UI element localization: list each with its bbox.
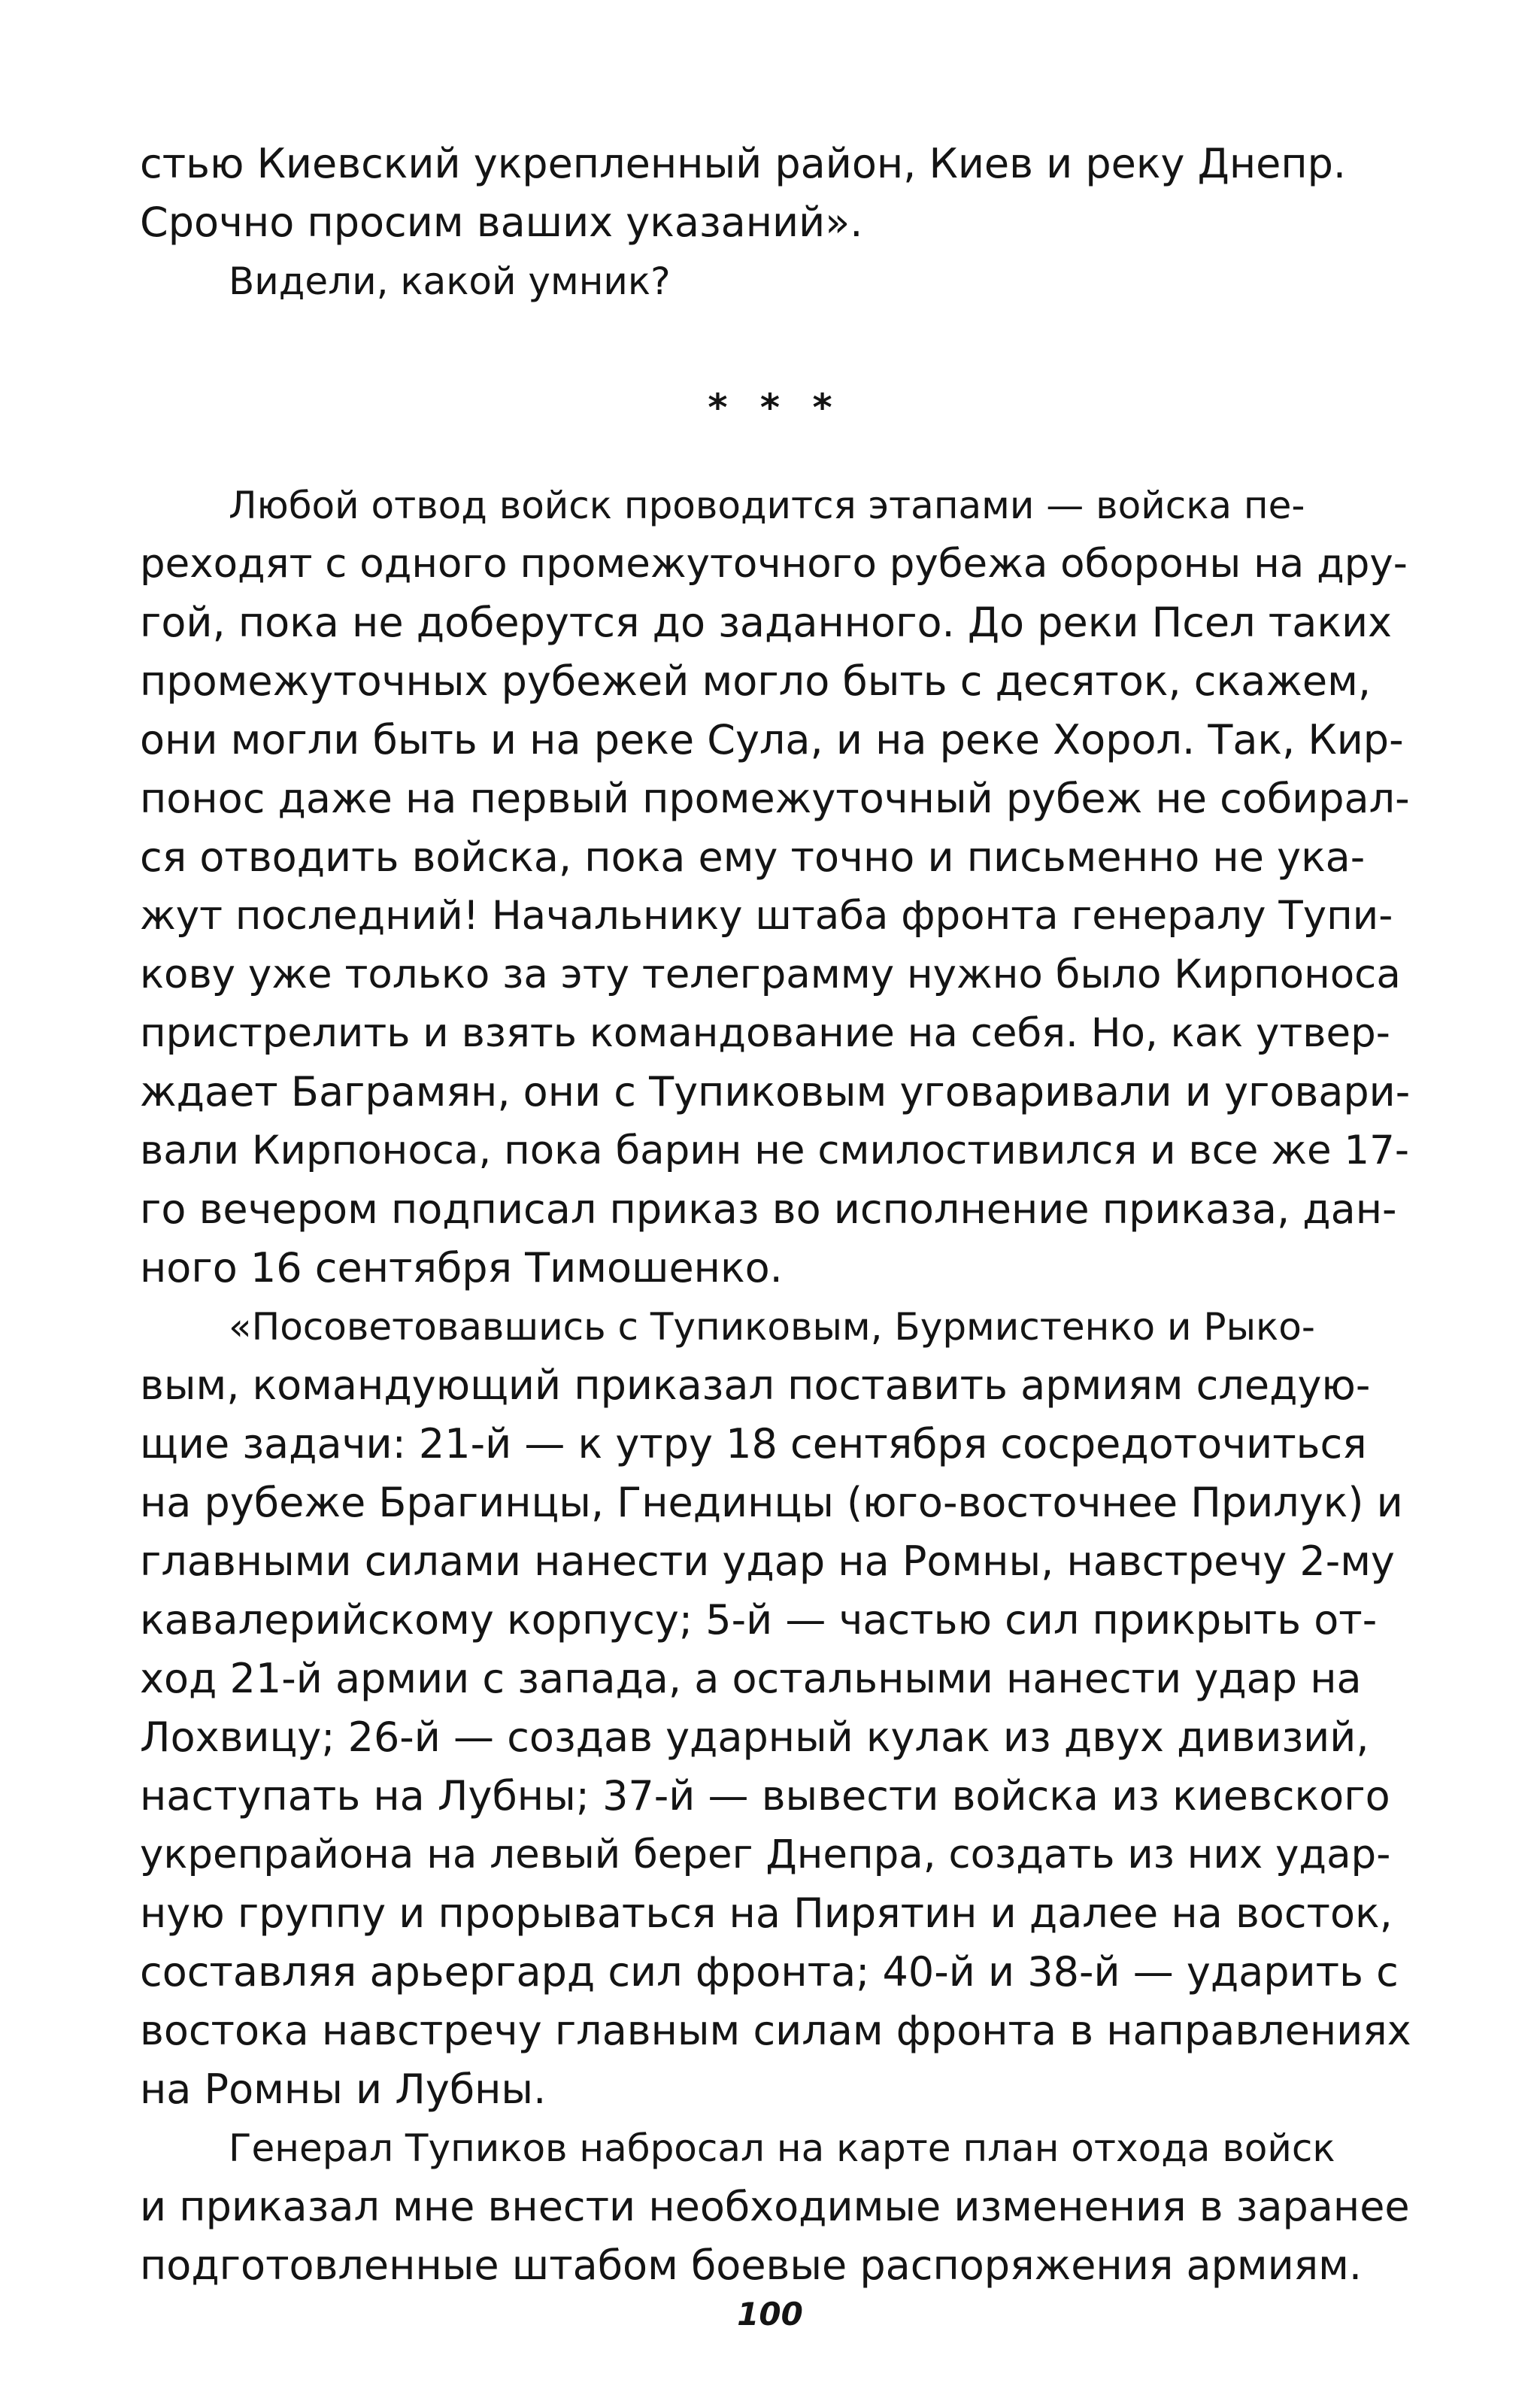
text-line: ход 21-й армии с запада, а остальными нанести удар на — [140, 1655, 1362, 1702]
text-line: главными силами нанести удар на Ромны, навстречу 2-му — [140, 1537, 1395, 1585]
text-line: кову уже только за эту телеграмму нужно было Кирпоноса — [140, 952, 1401, 997]
page-number: 100 — [737, 2296, 803, 2333]
text-line: они могли быть и на реке Сула, и на реке Хорол. Так, Кир- — [140, 716, 1404, 763]
text-line: на Ромны и Лубны. — [140, 2066, 547, 2113]
text-line: го вечером подписал приказ во исполнение приказа, дан- — [140, 1185, 1397, 1233]
text-line: подготовленные штабом боевые распоряжения армиям. — [140, 2242, 1363, 2289]
text-line: реходят с одного промежуточного рубежа обороны на дру- — [140, 541, 1408, 587]
text-line: ся отводить войска, пока ему точно и письменно не ука- — [140, 833, 1366, 881]
text-line: Срочно просим ваших указаний». — [140, 199, 863, 246]
text-line: кавалерийскому корпусу; 5-й — частью сил прикрыть от- — [140, 1596, 1378, 1644]
text-line: щие задачи: 21-й — к утру 18 сентября сосредоточиться — [140, 1420, 1367, 1468]
text-line: Лохвицу; 26-й — создав ударный кулак из двух дивизий, — [140, 1713, 1369, 1761]
text-line: промежуточных рубежей могло быть с десяток, скажем, — [140, 657, 1371, 705]
text-line: ную группу и прорываться на Пирятин и далее на восток, — [140, 1890, 1393, 1937]
text-line: и приказал мне внести необходимые изменения в заранее — [140, 2183, 1410, 2230]
text-line: укрепрайона на левый берег Днепра, создать из них удар- — [140, 1832, 1391, 1877]
text-line: Генерал Тупиков набросал на карте план отхода войск — [229, 2126, 1335, 2170]
text-line: стью Киевский укрепленный район, Киев и реку Днепр. — [140, 140, 1347, 187]
text-line: Любой отвод войск проводится этапами — войска пе- — [229, 484, 1305, 527]
text-line: пристрелить и взять командование на себя. Но, как утвер- — [140, 1010, 1390, 1056]
text-line: гой, пока не доберутся до заданного. До реки Псел таких — [140, 599, 1393, 646]
text-line: понос даже на первый промежуточный рубеж не собирал- — [140, 775, 1410, 822]
text-line: Видели, какой умник? — [229, 260, 671, 303]
text-line: вали Кирпоноса, пока барин не смилостивился и все же 17- — [140, 1128, 1409, 1173]
text-line: жут последний! Начальнику штаба фронта генералу Тупи- — [140, 893, 1393, 939]
text-line: на рубеже Брагинцы, Гнединцы (юго-восточнее Прилук) и — [140, 1479, 1403, 1526]
text-line: востока навстречу главным силам фронта в направлениях — [140, 2007, 1411, 2054]
text-line: составляя арьергард сил фронта; 40-й и 38-й — ударить с — [140, 1948, 1399, 1996]
text-line: ного 16 сентября Тимошенко. — [140, 1244, 783, 1292]
text-line: наступать на Лубны; 37-й — вывести войска из киевского — [140, 1772, 1390, 1820]
text-line: «Посоветовавшись с Тупиковым, Бурмистенко и Рыко- — [229, 1305, 1315, 1349]
section-separator: * * * — [708, 386, 832, 430]
text-line: вым, командующий приказал поставить армиям следую- — [140, 1361, 1371, 1409]
text-line: ждает Баграмян, они с Тупиковым уговаривали и уговари- — [140, 1068, 1411, 1115]
